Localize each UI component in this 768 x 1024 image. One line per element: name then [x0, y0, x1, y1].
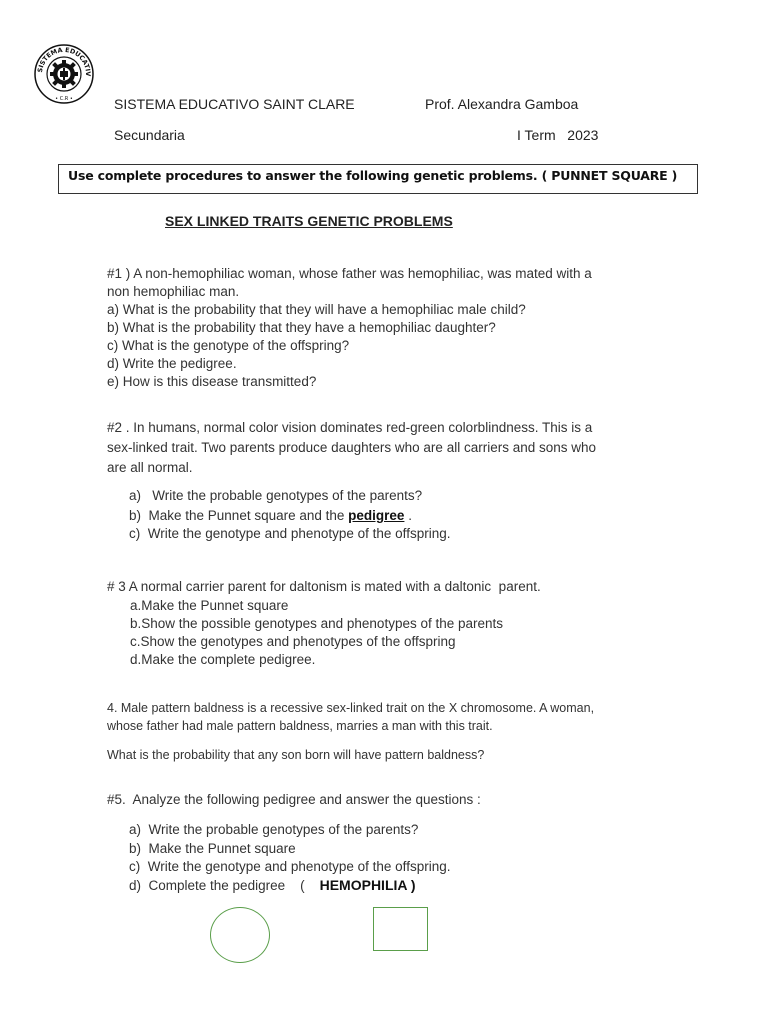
pedigree-female-circle — [210, 907, 270, 963]
q3-item: b.Show the possible genotypes and phenotypes of the parents — [130, 616, 504, 631]
q2-item-b — [129, 508, 412, 523]
q3-item: c.Show the genotypes and phenotypes of the offspring — [130, 634, 456, 649]
q5-intro: #5. Analyze the following pedigree and answer the questions : — [107, 792, 481, 807]
q3-item: a.Make the Punnet square — [130, 598, 289, 613]
q2-item-c: c) Write the genotype and phenotype of the offspring. — [129, 526, 451, 541]
svg-text:• C.R •: • C.R • — [55, 96, 73, 102]
q1-line: non hemophiliac man. — [107, 284, 240, 299]
level-label: Secundaria — [114, 127, 185, 143]
q4-line: 4. Male pattern baldness is a recessive sex-linked trait on the X chromosome. A woman, — [107, 701, 595, 715]
q2-line: sex-linked trait. Two parents produce daughters who are all carriers and sons who — [107, 440, 597, 455]
q5-item-d-bold: HEMOPHILIA ) — [319, 877, 416, 893]
instructions-text: Use complete procedures to answer the following genetic problems. ( PUNNET SQUARE ) — [68, 168, 678, 183]
school-logo — [34, 44, 94, 104]
q1-line: c) What is the genotype of the offspring? — [107, 338, 350, 353]
q1-line: e) How is this disease transmitted? — [107, 374, 317, 389]
q1-line: d) Write the pedigree. — [107, 356, 237, 371]
q4-line: whose father had male pattern baldness, marries a man with this trait. — [107, 719, 493, 733]
q2-item-b-end: . — [404, 508, 412, 523]
question-4 — [107, 699, 594, 735]
q2-item-b-text: b) Make the Punnet square and the — [129, 508, 349, 523]
question-1 — [107, 265, 592, 391]
q3-intro: # 3 A normal carrier parent for daltonism is mated with a daltonic parent. — [107, 579, 541, 594]
q5-item-b: b) Make the Punnet square — [129, 841, 296, 856]
q2-line: #2 . In humans, normal color vision dominates red-green colorblindness. This is a — [107, 420, 593, 435]
q5-item-a: a) Write the probable genotypes of the parents? — [129, 822, 419, 837]
q2-item-a: a) Write the probable genotypes of the parents? — [129, 488, 423, 503]
q1-line: a) What is the probability that they will have a hemophiliac male child? — [107, 302, 526, 317]
page-title: SEX LINKED TRAITS GENETIC PROBLEMS — [165, 213, 453, 229]
q2-line: are all normal. — [107, 460, 193, 475]
q3-list — [130, 597, 503, 669]
q5-item-d — [129, 877, 416, 893]
term-label: I Term 2023 — [517, 127, 599, 143]
teacher-name: Prof. Alexandra Gamboa — [425, 96, 579, 112]
q1-line: b) What is the probability that they have a hemophiliac daughter? — [107, 320, 496, 335]
q4-question: What is the probability that any son born will have pattern baldness? — [107, 748, 485, 762]
q5-item-c: c) Write the genotype and phenotype of the offspring. — [129, 859, 451, 874]
school-name: SISTEMA EDUCATIVO SAINT CLARE — [114, 96, 355, 112]
q1-line: #1 ) A non-hemophiliac woman, whose father was hemophiliac, was mated with a — [107, 266, 592, 281]
instructions-box — [58, 164, 698, 194]
q5-item-d-text: d) Complete the pedigree ( — [129, 878, 320, 893]
q2-item-b-bold: pedigree — [348, 508, 405, 523]
question-2 — [107, 418, 596, 478]
svg-text:SISTEMA EDUCATIVO SAINT CLARE: SISTEMA EDUCATIV — [35, 45, 93, 77]
pedigree-male-square — [373, 907, 428, 951]
q3-item: d.Make the complete pedigree. — [130, 652, 316, 667]
